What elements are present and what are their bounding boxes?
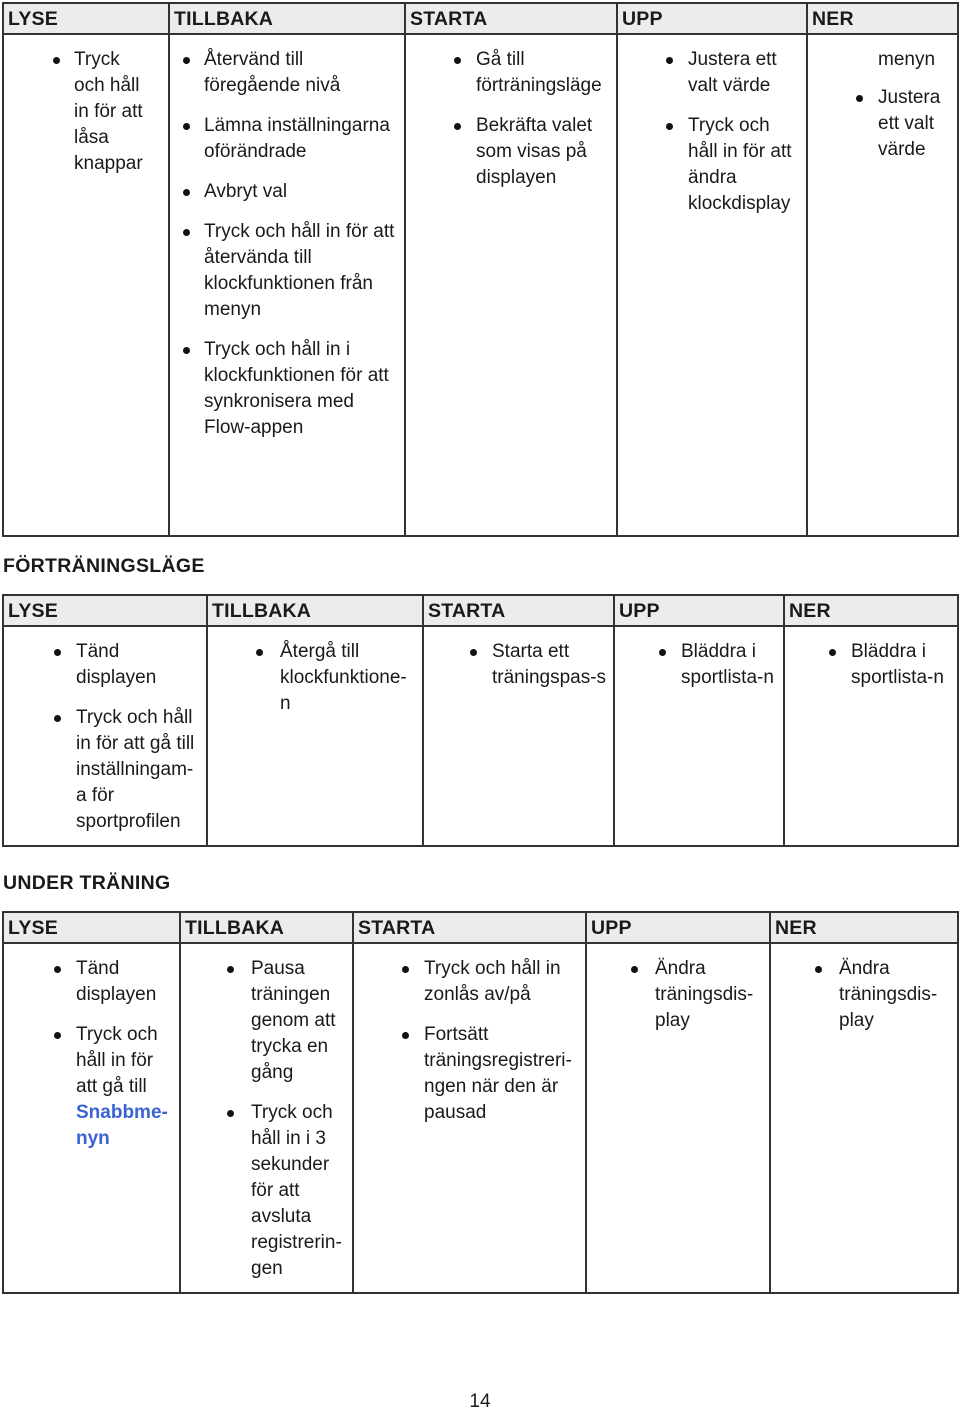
content-row <box>3 626 958 846</box>
list-item: Tryck och håll in i 3 sekunder för att avsluta registrerin-gen <box>181 1100 346 1282</box>
bullet-icon <box>666 123 673 130</box>
list-item: Tryck och håll in för att ändra klockdisplay <box>618 113 800 217</box>
list-item: Återvänd till föregående nivå <box>140 47 398 99</box>
header-lyse: LYSE <box>3 3 169 34</box>
button-functions-table-under-traning <box>2 911 959 1294</box>
cell-ner <box>784 626 958 846</box>
header-tillbaka: TILLBAKA <box>169 3 405 34</box>
list-item: Fortsätt träningsregistreri-ngen när den är pausad <box>354 1022 579 1126</box>
bullet-icon <box>256 649 263 656</box>
bullet-icon <box>829 649 836 656</box>
bullet-icon <box>666 57 673 64</box>
content-row <box>3 34 958 536</box>
bullet-icon <box>631 966 638 973</box>
section-heading-fortraningslage: FÖRTRÄNINGSLÄGE <box>3 555 205 577</box>
snabbmenyn-link[interactable]: Snabbme-nyn <box>76 1102 168 1149</box>
list-item: Justera ett valt värde <box>808 85 951 163</box>
ner-lead-text: menyn <box>878 49 936 70</box>
cell-tillbaka <box>169 34 405 536</box>
bullet-icon <box>54 966 61 973</box>
content-row <box>3 943 958 1293</box>
header-starta: STARTA <box>405 3 617 34</box>
bullet-icon <box>53 57 60 64</box>
list-item: Bekräfta valet som visas på displayen <box>406 113 610 191</box>
cell-tillbaka <box>207 626 423 846</box>
button-functions-table-fortraningslage <box>2 594 959 847</box>
list-item: Tänd displayen <box>4 639 200 691</box>
list-item: Återgå till klockfunktione-n <box>208 639 416 717</box>
cell-starta <box>353 943 586 1293</box>
bullet-icon <box>54 649 61 656</box>
cell-tillbaka <box>180 943 353 1293</box>
list-item: Tryck och håll in zonlås av/på <box>354 956 579 1008</box>
list-item: Tryck och håll in i klockfunktionen för att synkronisera med Flow-appen <box>140 337 398 441</box>
list-item: Tryck och håll in för att låsa knappar <box>10 47 148 177</box>
cell-ner <box>770 943 958 1293</box>
bullet-icon <box>454 57 461 64</box>
cell-lyse <box>3 943 180 1293</box>
header-ner: NER <box>770 912 958 943</box>
list-item: Tryck och håll in för att återvända till klockfunktionen från menyn <box>140 219 398 323</box>
header-row <box>3 912 958 943</box>
header-lyse: LYSE <box>3 912 180 943</box>
cell-upp <box>586 943 770 1293</box>
list-item: Gå till förträningsläge <box>406 47 610 99</box>
list-item: Pausa träningen genom att trycka en gång <box>181 956 346 1086</box>
cell-upp <box>617 34 807 536</box>
button-functions-table-main <box>2 2 959 537</box>
bullet-icon <box>183 229 190 236</box>
list-item: Lämna inställningarna oförändrade <box>140 113 398 165</box>
bullet-icon <box>856 95 863 102</box>
cell-starta <box>423 626 614 846</box>
section-heading-under-traning: UNDER TRÄNING <box>3 872 171 894</box>
header-upp: UPP <box>586 912 770 943</box>
list-item: Tryck och håll in för att gå till inställningam-a för sportprofilen <box>4 705 200 835</box>
bullet-icon <box>54 715 61 722</box>
header-starta: STARTA <box>423 595 614 626</box>
header-row <box>3 595 958 626</box>
list-item: Ändra träningsdis-play <box>771 956 951 1034</box>
header-tillbaka: TILLBAKA <box>207 595 423 626</box>
bullet-icon <box>183 189 190 196</box>
header-ner: NER <box>784 595 958 626</box>
bullet-icon <box>815 966 822 973</box>
bullet-icon <box>454 123 461 130</box>
header-upp: UPP <box>617 3 807 34</box>
header-tillbaka: TILLBAKA <box>180 912 353 943</box>
cell-ner <box>807 34 958 536</box>
list-item: Ändra träningsdis-play <box>587 956 763 1034</box>
list-item: Tänd displayen <box>4 956 173 1008</box>
bullet-icon <box>183 57 190 64</box>
bullet-icon <box>402 966 409 973</box>
list-item: Tryck och håll in för att gå till Snabbme-nyn <box>4 1022 173 1152</box>
bullet-icon <box>659 649 666 656</box>
header-ner: NER <box>807 3 958 34</box>
header-row <box>3 3 958 34</box>
bullet-icon <box>54 1032 61 1039</box>
header-starta: STARTA <box>353 912 586 943</box>
cell-lyse <box>3 626 207 846</box>
list-item: Bläddra i sportlista-n <box>615 639 777 691</box>
cell-starta <box>405 34 617 536</box>
bullet-icon <box>227 1110 234 1117</box>
header-lyse: LYSE <box>3 595 207 626</box>
bullet-icon <box>183 123 190 130</box>
list-item: Justera ett valt värde <box>618 47 800 99</box>
bullet-icon <box>470 649 477 656</box>
page-number: 14 <box>469 1391 491 1412</box>
list-item: Bläddra i sportlista-n <box>785 639 951 691</box>
bullet-icon <box>183 347 190 354</box>
cell-upp <box>614 626 784 846</box>
list-item: Starta ett träningspas-s <box>424 639 607 691</box>
bullet-icon <box>402 1032 409 1039</box>
header-upp: UPP <box>614 595 784 626</box>
list-item: Avbryt val <box>140 179 398 205</box>
bullet-icon <box>227 966 234 973</box>
